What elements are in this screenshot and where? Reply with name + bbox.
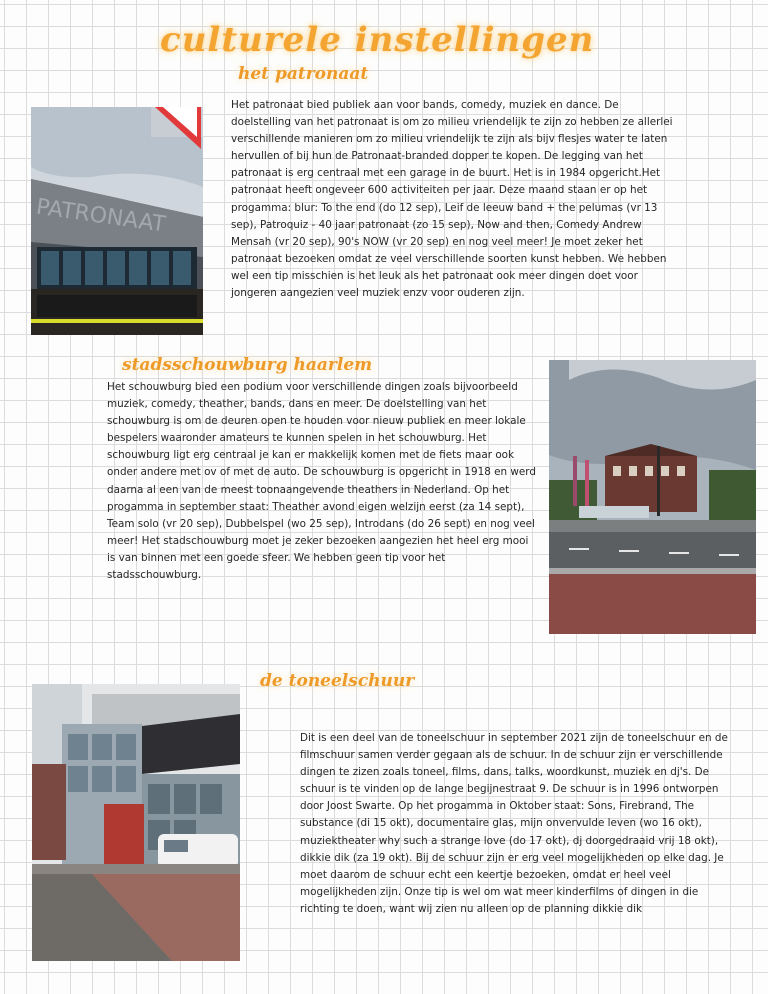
photo-toneelschuur [32, 684, 240, 961]
section-heading-toneelschuur: de toneelschuur [260, 671, 415, 691]
section-heading-stadsschouwburg: stadsschouwburg haarlem [122, 355, 373, 375]
photo-stadsschouwburg [549, 360, 756, 634]
page-title: culturele instellingen [160, 20, 595, 60]
patronaat-sign: PATRONAAT [34, 194, 167, 238]
photo-patronaat [31, 107, 203, 335]
section-text-patronaat: Het patronaat bied publiek aan voor bands, comedy, muziek en dance. De doelstelling van het patronaat is om zo milieu vriendelijk te zijn zo hebben ze allerlei verschillende manieren om zo milieu vriendelijk te zijn als bijv flesjes water te laten hervullen of bij hun de Patronaat-branded dopper te kopen. De legging van het patronaat is erg centraal met een garage in de buurt. Het is in 1984 opgericht.Het patronaat heeft ongeveer 600 activiteiten per jaar. Deze maand staan er op het progamma: blur: To the end (do 12 sep), Leif de leeuw band + the pelumas (vr 13 sep), Patroquiz - 40 jaar patronaat (zo 15 sep), Now and then, Comedy Andrew Mensah (vr 20 sep), 90's NOW (vr 20 sep) en nog veel meer! Je moet zeker het patronaat bezoeken omdat ze veel verschillende soorten kunst hebben. We hebben wel een tip misschien is het leuk als het patronaat ook meer dingen doet voor jongeren aangezien veel muziek enzv voor ouderen zijn. [231, 99, 673, 300]
section-text-stadsschouwburg: Het schouwburg bied een podium voor verschillende dingen zoals bijvoorbeeld muziek, comedy, theather, bands, dans en meer. De doelstelling van het schouwburg is om de deuren open te houden voor nieuw publiek en meer lokale bespelers waaronder amateurs te kunnen spelen in het schouwburg. Het schouwburg ligt erg centraal je kan er makkelijk komen met de fiets maar ook onder andere met ov of met de auto. De schouwburg is opgericht in 1918 en werd daarna al een van de meest toonaangevende theathers in Nederland. Op het progamma in september staat: Theather avond eigen welzijn eerst (za 14 sept), Team solo (vr 20 sep), Dubbelspel (wo 25 sep), Introdans (do 26 sept) en nog veel meer! Het stadschouwburg moet je zeker bezoeken aangezien het heel erg mooi is van binnen met een goede sfeer. We hebben geen tip voor het stadsschouwburg. [107, 381, 536, 582]
section-heading-patronaat: het patronaat [238, 64, 369, 84]
section-text-toneelschuur: Dit is een deel van de toneelschuur in september 2021 zijn de toneelschuur en de filmschuur samen verder gegaan als de schuur. In de schuur zijn er verschillende dingen te zizen zoals toneel, films, dans, talks, woordkunst, muziek en dj's. De schuur is te vinden op de lange begijnestraat 9. De schuur is in 1996 ontworpen door Joost Swarte. Op het progamma in Oktober staat: Sons, Firebrand, The substance (di 15 okt), documentaire glas, mijn onvervulde leven (wo 16 okt), muziektheater why such a strange love (do 17 okt), dj doorgedraaid vrij 18 okt), dikkie dik (za 19 okt). Bij de schuur zijn er erg veel mogelijkheden op elke dag. Je moet daarom de schuur echt een keertje bezoeken, omdat er heel veel mogelijkheden zijn. Onze tip is wel om wat meer kinderfilms of dingen in die richting te doen, want wij zien nu alleen op de planning dikkie dik [300, 732, 728, 915]
